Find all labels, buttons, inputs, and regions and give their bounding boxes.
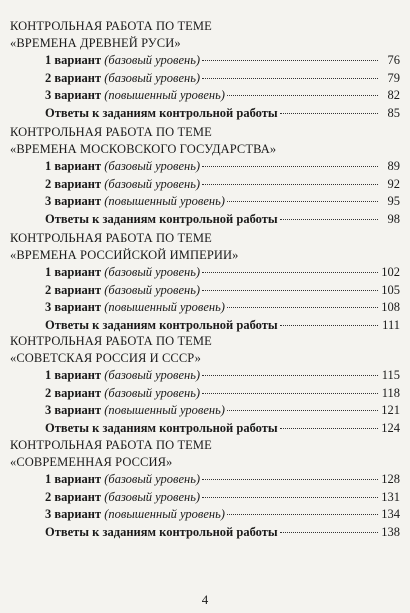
page-ref: 134 [381, 507, 400, 521]
variant-level: (повышенный уровень) [104, 403, 225, 417]
toc-entry[interactable] [45, 282, 400, 300]
page-ref: 85 [387, 105, 400, 120]
variant-level: (базовый уровень) [104, 282, 201, 297]
toc-entry[interactable] [45, 193, 400, 211]
variant-level: (базовый уровень) [104, 265, 201, 279]
page-ref: 138 [381, 524, 400, 539]
toc-entry[interactable] [45, 385, 400, 403]
variant-number: 2 вариант [45, 385, 102, 400]
toc-entry[interactable] [45, 471, 400, 489]
leader-dots [202, 375, 378, 376]
page-ref: 79 [387, 70, 400, 85]
toc-entry-answers[interactable] [45, 420, 400, 438]
section-heading-title: «СОВРЕМЕННАЯ РОССИЯ» [10, 455, 173, 469]
toc-section [10, 333, 402, 437]
variant-number: 3 вариант [45, 507, 102, 521]
leader-dots [202, 166, 378, 167]
variant-number: 1 вариант [45, 265, 102, 279]
page-ref: 82 [387, 88, 400, 102]
leader-dots [280, 428, 378, 429]
toc-section [10, 437, 402, 541]
toc-entry[interactable] [45, 176, 400, 194]
page-ref: 131 [381, 489, 400, 504]
variant-level: (повышенный уровень) [104, 507, 225, 521]
variant-level: (повышенный уровень) [104, 88, 225, 102]
variant-level: (базовый уровень) [104, 472, 201, 486]
section-heading-label: КОНТРОЛЬНАЯ РАБОТА ПО ТЕМЕ [10, 334, 212, 348]
page-ref: 108 [381, 300, 400, 314]
page-ref: 105 [381, 282, 400, 297]
variant-level: (повышенный уровень) [104, 300, 225, 314]
variant-level: (базовый уровень) [104, 489, 201, 504]
page-ref: 76 [387, 53, 400, 67]
variant-number: 3 вариант [45, 403, 102, 417]
leader-dots [202, 78, 378, 79]
page-ref: 121 [381, 403, 400, 417]
variant-number: 1 вариант [45, 368, 102, 382]
page-ref: 118 [381, 385, 400, 400]
variant-level: (повышенный уровень) [104, 194, 225, 208]
toc-entry-answers[interactable] [45, 211, 400, 229]
toc-entry[interactable] [45, 367, 400, 385]
variant-number: 3 вариант [45, 194, 102, 208]
section-heading-label: КОНТРОЛЬНАЯ РАБОТА ПО ТЕМЕ [10, 231, 212, 245]
variant-number: 1 вариант [45, 53, 102, 67]
section-heading-label: КОНТРОЛЬНАЯ РАБОТА ПО ТЕМЕ [10, 125, 212, 139]
leader-dots [280, 325, 378, 326]
leader-dots [202, 60, 378, 61]
variant-number: 1 вариант [45, 472, 102, 486]
variant-number: 2 вариант [45, 176, 102, 191]
toc-entry[interactable] [45, 52, 400, 70]
variant-number: 2 вариант [45, 489, 102, 504]
leader-dots [202, 272, 378, 273]
toc-entry-answers[interactable] [45, 524, 400, 542]
leader-dots [280, 113, 378, 114]
page-number: 4 [201, 592, 209, 607]
toc-section [10, 230, 402, 334]
variant-number: 2 вариант [45, 282, 102, 297]
toc-entry[interactable] [45, 264, 400, 282]
variant-level: (базовый уровень) [104, 385, 201, 400]
variant-number: 2 вариант [45, 70, 102, 85]
leader-dots [202, 393, 378, 394]
page-ref: 89 [387, 159, 400, 173]
leader-dots [280, 219, 378, 220]
section-heading-title: «СОВЕТСКАЯ РОССИЯ И СССР» [10, 351, 202, 365]
leader-dots [227, 307, 378, 308]
variant-level: (базовый уровень) [104, 53, 201, 67]
leader-dots [227, 410, 378, 411]
answers-label: Ответы к заданиям контрольной работы [45, 317, 278, 332]
answers-label: Ответы к заданиям контрольной работы [45, 211, 278, 226]
toc-entry[interactable] [45, 402, 400, 420]
page-ref: 98 [387, 211, 400, 226]
section-heading-label: КОНТРОЛЬНАЯ РАБОТА ПО ТЕМЕ [10, 19, 212, 33]
toc-section [10, 124, 402, 228]
variant-number: 3 вариант [45, 300, 102, 314]
leader-dots [202, 184, 378, 185]
section-heading-title: «ВРЕМЕНА ДРЕВНЕЙ РУСИ» [10, 36, 181, 50]
answers-label: Ответы к заданиям контрольной работы [45, 524, 278, 539]
leader-dots [227, 95, 378, 96]
answers-label: Ответы к заданиям контрольной работы [45, 105, 278, 120]
leader-dots [202, 290, 378, 291]
section-heading-title: «ВРЕМЕНА МОСКОВСКОГО ГОСУДАРСТВА» [10, 142, 277, 156]
page-ref: 124 [381, 420, 400, 435]
toc-entry[interactable] [45, 70, 400, 88]
page-ref: 102 [381, 265, 400, 279]
page-ref: 115 [381, 368, 400, 382]
leader-dots [280, 532, 378, 533]
leader-dots [202, 479, 378, 480]
variant-level: (базовый уровень) [104, 176, 201, 191]
section-heading-label: КОНТРОЛЬНАЯ РАБОТА ПО ТЕМЕ [10, 438, 212, 452]
toc-entry[interactable] [45, 506, 400, 524]
page-ref: 111 [382, 317, 400, 332]
variant-level: (базовый уровень) [104, 70, 201, 85]
leader-dots [227, 201, 378, 202]
toc-section [10, 18, 402, 122]
toc-entry-answers[interactable] [45, 317, 400, 335]
page-ref: 128 [381, 472, 400, 486]
leader-dots [227, 514, 378, 515]
toc-entry[interactable] [45, 489, 400, 507]
toc-entry-answers[interactable] [45, 105, 400, 123]
section-heading-title: «ВРЕМЕНА РОССИЙСКОЙ ИМПЕРИИ» [10, 248, 239, 262]
variant-number: 3 вариант [45, 88, 102, 102]
toc-entry[interactable] [45, 158, 400, 176]
answers-label: Ответы к заданиям контрольной работы [45, 420, 278, 435]
leader-dots [202, 497, 378, 498]
variant-level: (базовый уровень) [104, 159, 201, 173]
toc-entry[interactable] [45, 87, 400, 105]
variant-level: (базовый уровень) [104, 368, 201, 382]
page-ref: 95 [387, 194, 400, 208]
toc-entry[interactable] [45, 299, 400, 317]
page-ref: 92 [387, 176, 400, 191]
variant-number: 1 вариант [45, 159, 102, 173]
